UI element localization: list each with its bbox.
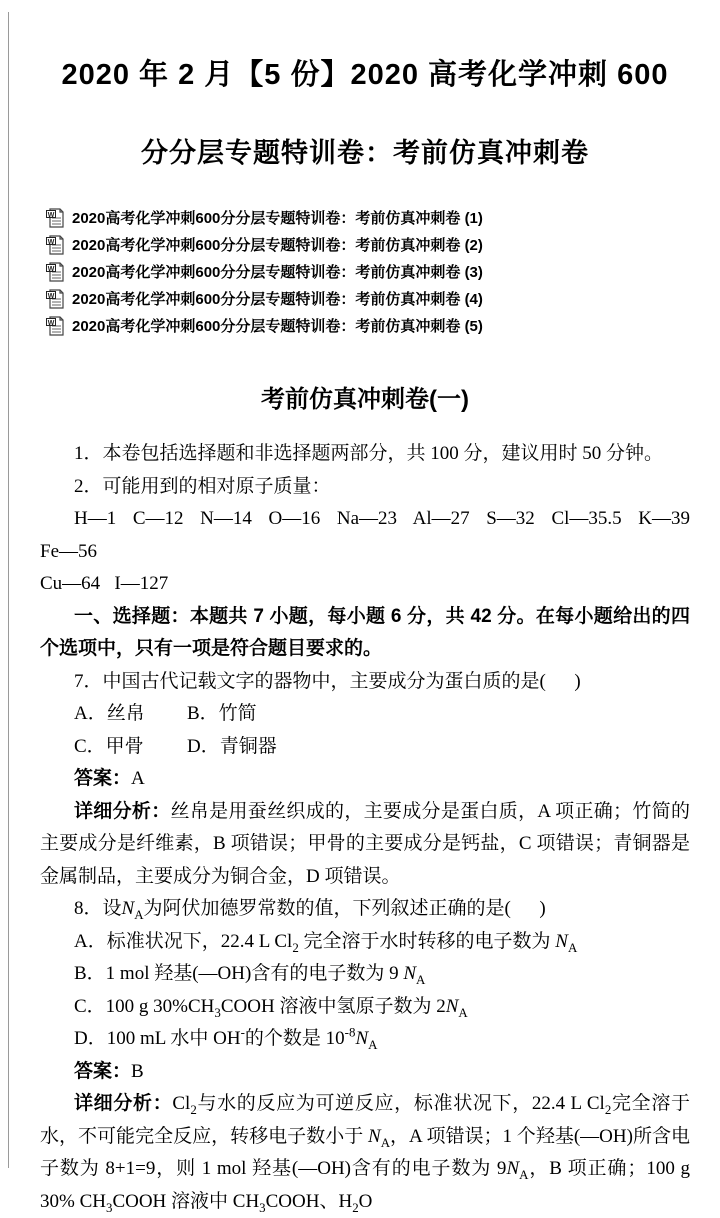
analysis-label: 详细分析： <box>74 800 171 822</box>
question8-answer <box>40 1056 690 1089</box>
attachment-link[interactable] <box>46 258 690 285</box>
attachment-label: 2020高考化学冲刺600分分层专题特训卷：考前仿真冲刺卷 (5) <box>72 318 483 335</box>
doc-title-line2: 分分层专题特训卷：考前仿真冲刺卷 <box>141 138 589 168</box>
answer-label: 答案： <box>74 1060 132 1082</box>
question7-stem: 7．中国古代记载文字的器物中，主要成分为蛋白质的是( ) <box>74 670 581 692</box>
answer-value: B <box>131 1060 144 1082</box>
question7-answer <box>40 763 690 796</box>
atomic-masses-line2: Cu—64 I—127 <box>40 573 169 594</box>
word-doc-icon <box>46 262 64 282</box>
exam-body <box>40 438 705 1218</box>
question7-options-row2 <box>40 731 690 764</box>
svg-text:W: W <box>47 238 55 246</box>
word-doc-icon <box>46 235 64 255</box>
atomic-masses-line1: H—1 C—12 N—14 O—16 Na—23 Al—27 S—32 Cl—35.5 K—39 Fe—56 <box>40 508 705 562</box>
attachment-link[interactable] <box>46 204 690 231</box>
question7-option-b: B．竹简 <box>187 703 257 724</box>
attachment-list <box>46 204 690 339</box>
attachment-link[interactable] <box>46 285 690 312</box>
attachment-label: 2020高考化学冲刺600分分层专题特训卷：考前仿真冲刺卷 (1) <box>72 210 483 227</box>
attachment-label: 2020高考化学冲刺600分分层专题特训卷：考前仿真冲刺卷 (3) <box>72 264 483 281</box>
attachment-link[interactable] <box>46 231 690 258</box>
answer-value: A <box>131 768 145 789</box>
svg-text:W: W <box>47 319 55 327</box>
question8-analysis <box>40 1088 695 1218</box>
word-doc-icon <box>46 289 64 309</box>
atomic-masses <box>40 503 705 601</box>
question7-analysis <box>40 796 690 894</box>
question7-option-c: C．甲骨 <box>74 735 144 757</box>
analysis-text: 丝帛是用蚕丝织成的，主要成分是蛋白质，A 项正确；竹简的主要成分是纤维素，B 项错误；甲骨的主要成分是钙盐，C 项错误；青铜器是金属制品，主要成分为铜合金，D 项错误。 <box>40 800 690 887</box>
question8-option-d: D．100 mL 水中 OH-的个数是 $10^{-8}N_A$ <box>74 1024 378 1052</box>
question8-option-b: B．1 mol 羟基(—OH)含有的电子数为 9 $N_A$ <box>74 963 426 987</box>
attachment-link[interactable] <box>46 312 690 339</box>
question8-stem: 8．设$N_A$为阿伏加德罗常数的值，下列叙述正确的是( ) <box>74 898 546 922</box>
doc-title-line1: 2020 年 2 月【5 份】2020 高考化学冲刺 600 <box>61 59 669 91</box>
analysis-text: $Cl_2$与水的反应为可逆反应，标准状况下，22.4 L $Cl_2$完全溶于水，不可能完全反应，转移电子数小于 $N_A$，A 项错误；1 个羟基(—OH)所含电子数为 8+1=9，则 1 mol 羟基(—OH)含有的电子数为 $9N_A$，B 项正确；100 g 30% $CH_3COOH$ 溶液中 $CH_3COOH$、$H_2O$ <box>40 1093 695 1215</box>
analysis-label: 详细分析： <box>74 1093 173 1114</box>
question8-option-a: A．标准状况下，22.4 L $Cl_2$ 完全溶于水时转移的电子数为 $N_A$ <box>74 930 578 955</box>
page-left-border <box>8 12 9 1168</box>
svg-text:W: W <box>47 292 55 300</box>
word-doc-icon <box>46 316 64 336</box>
exam-note-1: 1．本卷包括选择题和非选择题两部分，共 100 分，建议用时 50 分钟。 <box>74 443 664 464</box>
word-doc-icon <box>46 208 64 228</box>
section-title: 考前仿真冲刺卷(一) <box>261 386 469 413</box>
question7-options-row1 <box>40 698 690 731</box>
attachment-label: 2020高考化学冲刺600分分层专题特训卷：考前仿真冲刺卷 (2) <box>72 237 483 254</box>
exam-note-2: 2．可能用到的相对原子质量： <box>74 475 331 497</box>
section1-header: 一、选择题：本题共 7 小题，每小题 6 分，共 42 分。在每小题给出的四个选项中，只有一项是符合题目要求的。 <box>40 605 690 659</box>
answer-label: 答案： <box>74 768 132 789</box>
svg-text:W: W <box>47 211 55 219</box>
attachment-label: 2020高考化学冲刺600分分层专题特训卷：考前仿真冲刺卷 (4) <box>72 291 483 308</box>
question8-option-c: C．100 g $30\%CH_3COOH$ 溶液中氢原子数为 $2N_A$ <box>74 995 468 1020</box>
question7-option-d: D．青铜器 <box>187 735 277 757</box>
question7-option-a: A．丝帛 <box>74 703 145 724</box>
svg-text:W: W <box>47 265 55 273</box>
